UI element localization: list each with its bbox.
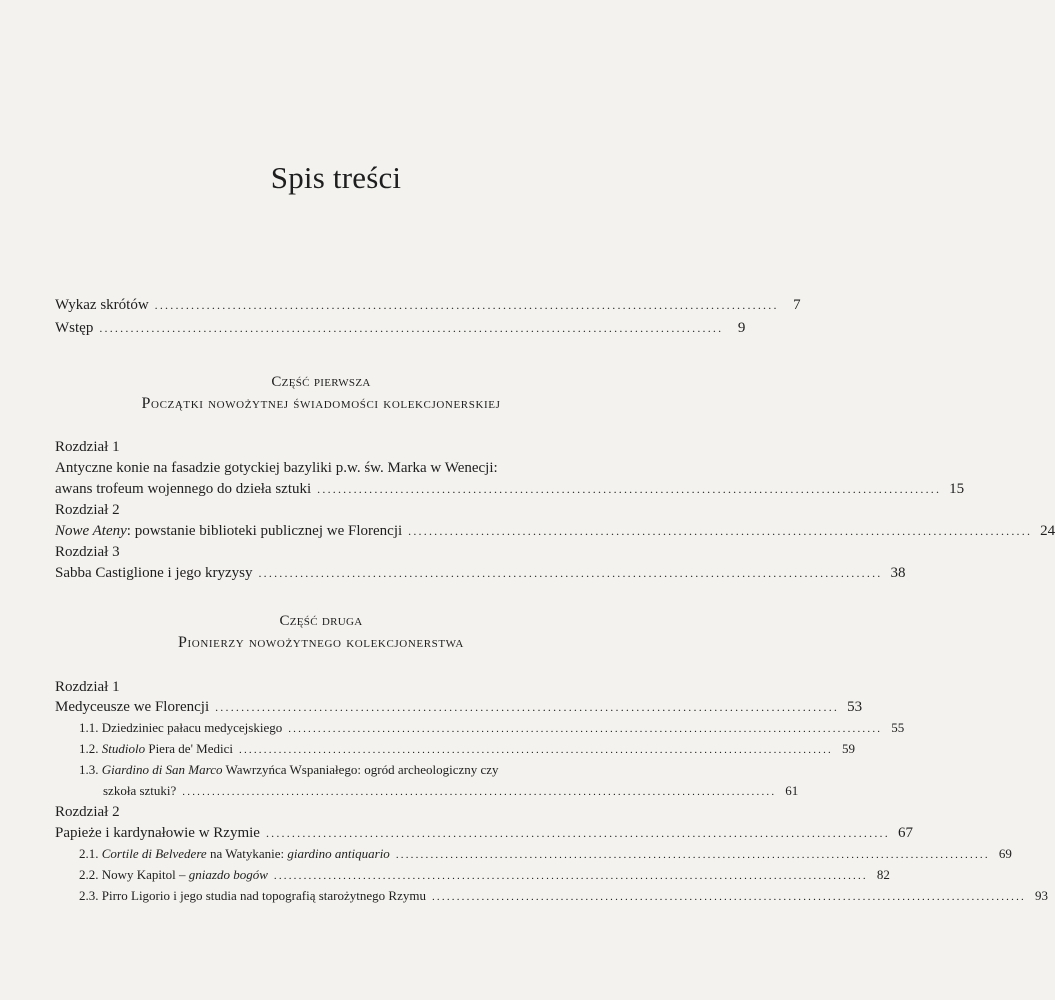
chapter-label: Rozdział 2: [55, 804, 120, 820]
leader-dots: ........................................................................................................................: [395, 849, 990, 861]
toc-entry-chapter[interactable]: [55, 521, 1055, 541]
leader-dots: ........................................................................................................................: [431, 891, 1026, 903]
toc-entry-chapter[interactable]: [55, 823, 913, 843]
page-number: 93: [1034, 888, 1048, 903]
section-title-rest: Wawrzyńca Wspaniałego: ogród archeologiczny czy: [222, 762, 499, 777]
chapter-label: Rozdział 1: [55, 439, 120, 455]
entry-title: szkoła sztuki?: [103, 783, 177, 798]
toc-entry-section[interactable]: [79, 739, 855, 760]
section-title-italic: giardino antiquario: [287, 846, 390, 861]
entry-title: awans trofeum wojennego do dzieła sztuki: [55, 481, 312, 497]
toc-entry-introduction[interactable]: [55, 318, 746, 338]
toc-entry-chapter[interactable]: [55, 479, 965, 499]
page-number: 82: [876, 867, 890, 882]
page-number: 55: [891, 720, 905, 735]
page-number: 61: [785, 783, 799, 798]
leader-dots: ........................................................................................................................: [273, 870, 868, 882]
page-number: 15: [949, 481, 965, 497]
page-number: 69: [998, 846, 1012, 861]
section-title-rest: Piera de' Medici: [145, 741, 233, 756]
section-title: Dziedziniec pałacu medycejskiego: [101, 720, 283, 735]
entry-title: [79, 718, 282, 738]
section-title-italic: Giardino di San Marco: [101, 762, 223, 777]
leader-dots: ........................................................................................................................: [154, 298, 779, 312]
section-number: 1.1.: [79, 720, 99, 735]
part-1-label: Część pierwsza: [271, 374, 371, 390]
entry-title-rest: : powstanie biblioteki publicznej we Florencji: [126, 523, 403, 539]
toc-entry-abbreviations[interactable]: [55, 295, 801, 315]
page-number: 67: [897, 825, 913, 841]
toc-entry-section[interactable]: [79, 718, 905, 739]
section-title-italic: Cortile di Belvedere: [101, 846, 207, 861]
toc-entry-section[interactable]: [79, 844, 1012, 865]
entry-title: [79, 739, 233, 759]
leader-dots: ........................................................................................................................: [288, 723, 883, 735]
page-number: 24: [1040, 523, 1055, 539]
section-number: 2.1.: [79, 846, 99, 861]
leader-dots: ........................................................................................................................: [317, 482, 942, 496]
page-title: Spis treści: [270, 160, 402, 195]
leader-dots: ........................................................................................................................: [265, 826, 890, 840]
toc-entry-section[interactable]: [103, 781, 799, 802]
chapter-label: Rozdział 3: [55, 544, 120, 560]
page-number: 53: [847, 699, 863, 715]
section-title: Pirro Ligorio i jego studia nad topografią starożytnego Rzymu: [101, 888, 426, 903]
section-number: 1.2.: [79, 741, 99, 756]
entry-title: Wstęp: [55, 320, 94, 336]
entry-title: Medyceusze we Florencji: [55, 699, 210, 715]
part-1-title: Początki nowożytnej świadomości kolekcjonerskiej: [141, 395, 501, 412]
leader-dots: ........................................................................................................................: [182, 786, 777, 798]
entry-title: [79, 844, 390, 864]
section-number: 2.3.: [79, 888, 99, 903]
entry-title: [79, 865, 268, 885]
toc-entry-section[interactable]: [79, 886, 1048, 907]
section-title-rest: Nowy Kapitol –: [101, 867, 189, 882]
entry-title-italic: Nowe Ateny: [55, 523, 127, 539]
chapter-label: Rozdział 1: [55, 679, 120, 695]
leader-dots: ........................................................................................................................: [215, 700, 840, 714]
entry-title: Papieże i kardynałowie w Rzymie: [55, 825, 260, 841]
leader-dots: ........................................................................................................................: [258, 566, 883, 580]
part-2-label: Część druga: [279, 613, 363, 629]
toc-entry-chapter[interactable]: [55, 697, 863, 717]
section-number: 1.3.: [79, 762, 99, 777]
leader-dots: ........................................................................................................................: [239, 744, 833, 756]
entry-title: Wykaz skrótów: [55, 297, 149, 313]
section-number: 2.2.: [79, 867, 99, 882]
chapter-title-line[interactable]: Antyczne konie na fasadzie gotyckiej bazyliki p.w. św. Marka w Wenecji:: [55, 460, 498, 476]
entry-title: [79, 886, 426, 906]
leader-dots: ........................................................................................................................: [408, 524, 1033, 538]
entry-title: Sabba Castiglione i jego kryzysy: [55, 565, 253, 581]
toc-entry-chapter[interactable]: [55, 563, 906, 583]
section-title-italic: gniazdo bogów: [188, 867, 268, 882]
entry-title: [55, 521, 402, 541]
toc-entry-section[interactable]: [79, 865, 890, 886]
section-title-line[interactable]: [79, 760, 499, 780]
page-number: 38: [890, 565, 906, 581]
chapter-label: Rozdział 2: [55, 502, 120, 518]
section-title-rest: na Watykanie:: [206, 846, 288, 861]
page-number: 7: [793, 297, 801, 313]
page-number: 9: [737, 320, 746, 336]
leader-dots: ........................................................................................................................: [99, 321, 724, 335]
section-title-italic: Studiolo: [101, 741, 146, 756]
part-2-title: Pionierzy nowożytnego kolekcjonerstwa: [178, 634, 464, 651]
page-number: 59: [842, 741, 855, 756]
